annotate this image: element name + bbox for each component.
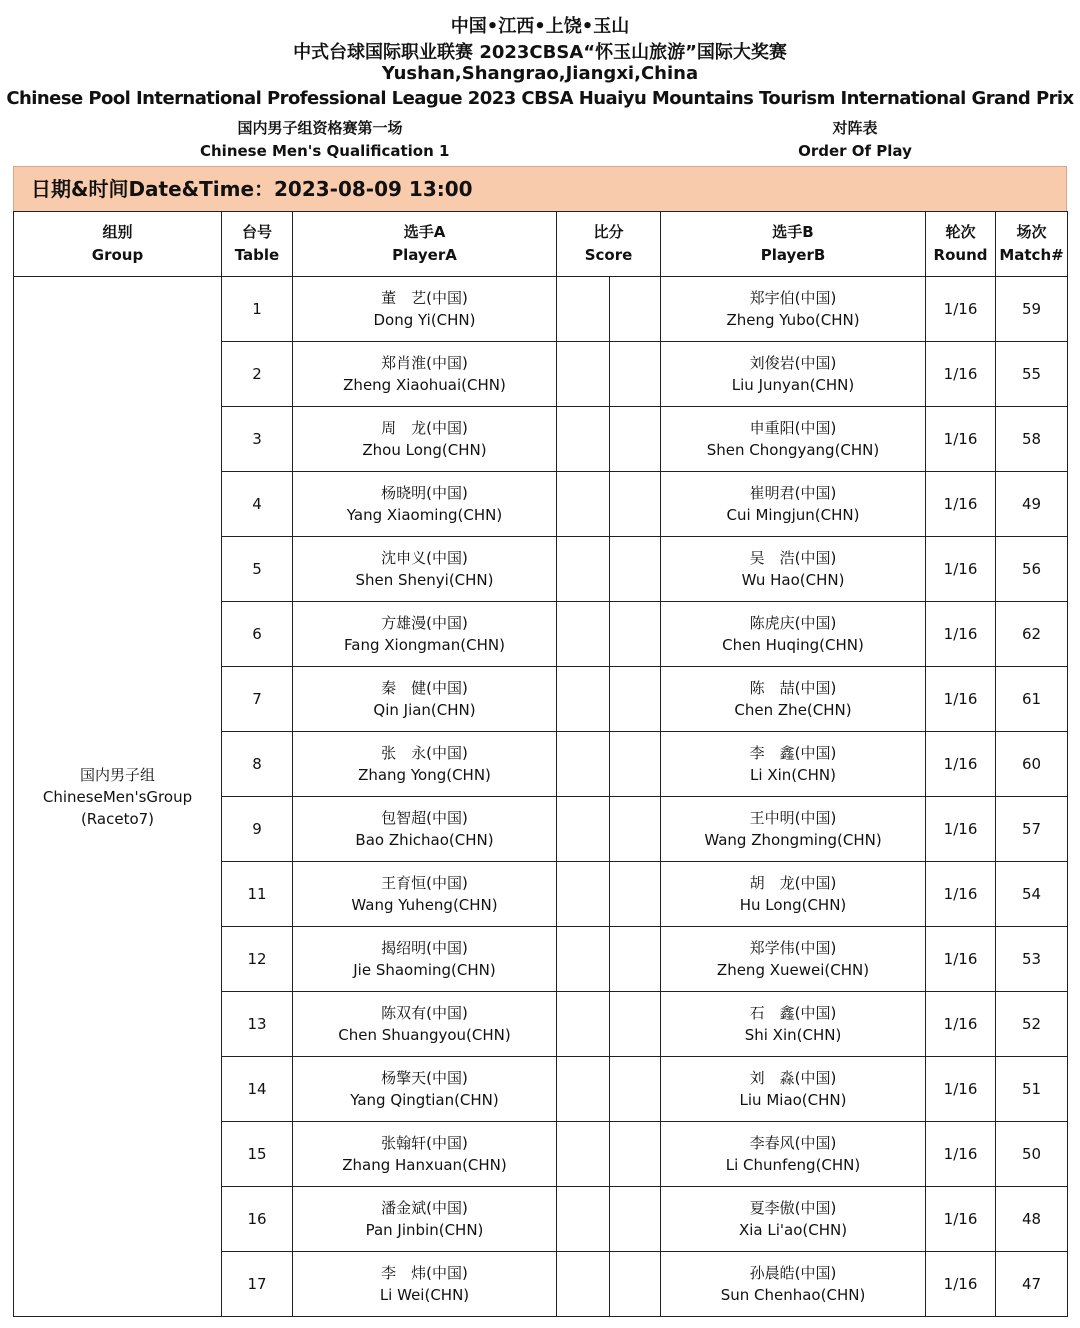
player-b-cell [661, 992, 926, 1057]
player-b-name-en: Shi Xin(CHN) [744, 1026, 842, 1044]
player-b-name-cn: 陈虎庆(中国) [749, 614, 837, 632]
player-a-cell [293, 732, 557, 797]
score-a-cell [557, 667, 610, 732]
player-a-cell [293, 862, 557, 927]
player-b-name-cn: 李春风(中国) [749, 1134, 837, 1152]
player-a-name-en: Jie Shaoming(CHN) [353, 961, 496, 979]
player-a-name-cn: 李 炜(中国) [381, 1264, 468, 1282]
score-b-cell [610, 1057, 661, 1122]
score-b-cell [610, 732, 661, 797]
table-number: 14 [222, 1057, 293, 1122]
score-b-cell [610, 927, 661, 992]
score-a-cell [557, 472, 610, 537]
player-b-name-en: Cui Mingjun(CHN) [726, 506, 860, 524]
player-a-name-cn: 张 永(中国) [381, 744, 468, 762]
match-number: 51 [996, 1057, 1068, 1122]
player-b-name-cn: 夏李傲(中国) [749, 1199, 837, 1217]
player-b-name-cn: 胡 龙(中国) [749, 874, 837, 892]
player-a-name-cn: 王育恒(中国) [381, 874, 468, 892]
player-b-name-en: Sun Chenhao(CHN) [720, 1286, 866, 1304]
player-b-name-en: Li Chunfeng(CHN) [725, 1156, 861, 1174]
score-b-cell [610, 1187, 661, 1252]
score-b-cell [610, 277, 661, 342]
event-location-cn: 中国•江西•上饶•玉山 [450, 16, 630, 37]
date-time-bar: 日期&时间Date&Time：2023-08-09 13:00 [13, 166, 1067, 211]
score-a-cell [557, 992, 610, 1057]
player-b-name-cn: 申重阳(中国) [749, 419, 837, 437]
player-a-name-cn: 潘金斌(中国) [381, 1199, 468, 1217]
table-number: 9 [222, 797, 293, 862]
player-a-cell [293, 472, 557, 537]
player-a-name-en: Dong Yi(CHN) [373, 311, 476, 329]
player-b-cell [661, 1187, 926, 1252]
order-of-play-cn: 对阵表 [832, 119, 878, 137]
player-a-name-en: Pan Jinbin(CHN) [365, 1221, 484, 1239]
table-number: 3 [222, 407, 293, 472]
table-number: 4 [222, 472, 293, 537]
player-b-cell [661, 862, 926, 927]
col-header-player-b: 选手B PlayerB [661, 212, 926, 277]
score-a-cell [557, 342, 610, 407]
player-a-name-cn: 秦 健(中国) [381, 679, 468, 697]
player-a-cell [293, 667, 557, 732]
player-b-cell [661, 927, 926, 992]
player-a-name-en: Fang Xiongman(CHN) [344, 636, 505, 654]
player-a-cell [293, 1252, 557, 1317]
table-number: 13 [222, 992, 293, 1057]
player-b-name-en: Liu Junyan(CHN) [731, 376, 855, 394]
order-of-play-en: Order Of Play [798, 142, 912, 160]
player-b-name-cn: 刘 淼(中国) [749, 1069, 837, 1087]
round-cell: 1/16 [926, 992, 996, 1057]
stage-title-en: Chinese Men's Qualification 1 [200, 142, 450, 160]
score-b-cell [610, 342, 661, 407]
player-b-name-cn: 刘俊岩(中国) [749, 354, 837, 372]
score-b-cell [610, 537, 661, 602]
player-a-cell [293, 342, 557, 407]
player-a-name-en: Zhang Yong(CHN) [358, 766, 491, 784]
table-number: 8 [222, 732, 293, 797]
match-number: 59 [996, 277, 1068, 342]
score-b-cell [610, 667, 661, 732]
player-a-cell [293, 1057, 557, 1122]
player-b-name-en: Zheng Xuewei(CHN) [716, 961, 870, 979]
player-b-name-en: Shen Chongyang(CHN) [706, 441, 880, 459]
score-a-cell [557, 797, 610, 862]
player-b-name-cn: 崔明君(中国) [749, 484, 837, 502]
player-b-name-en: Wang Zhongming(CHN) [704, 831, 882, 849]
player-b-name-en: Li Xin(CHN) [750, 766, 836, 784]
table-header-row [14, 212, 1068, 277]
group-name-en: ChineseMen'sGroup [42, 787, 193, 806]
player-a-name-en: Zhang Hanxuan(CHN) [342, 1156, 507, 1174]
table-number: 1 [222, 277, 293, 342]
score-a-cell [557, 1252, 610, 1317]
player-a-name-cn: 包智超(中国) [381, 809, 468, 827]
player-a-name-cn: 张翰轩(中国) [381, 1134, 468, 1152]
round-cell: 1/16 [926, 732, 996, 797]
player-a-name-cn: 董 艺(中国) [381, 289, 468, 307]
score-a-cell [557, 732, 610, 797]
player-b-name-en: Chen Zhe(CHN) [734, 701, 852, 719]
score-a-cell [557, 1122, 610, 1187]
player-a-name-cn: 沈申义(中国) [381, 549, 468, 567]
player-b-cell [661, 602, 926, 667]
match-number: 52 [996, 992, 1068, 1057]
col-header-table: 台号 Table [222, 212, 293, 277]
player-b-name-en: Zheng Yubo(CHN) [726, 311, 860, 329]
player-b-cell [661, 667, 926, 732]
player-a-cell [293, 797, 557, 862]
player-b-cell [661, 277, 926, 342]
player-a-name-cn: 揭绍明(中国) [381, 939, 468, 957]
score-a-cell [557, 1187, 610, 1252]
score-a-cell [557, 277, 610, 342]
player-b-cell [661, 537, 926, 602]
match-number: 50 [996, 1122, 1068, 1187]
table-number: 16 [222, 1187, 293, 1252]
player-a-cell [293, 992, 557, 1057]
round-cell: 1/16 [926, 1122, 996, 1187]
match-number: 54 [996, 862, 1068, 927]
event-title-en: Chinese Pool International Professional League 2023 CBSA Huaiyu Mountains Tourism International Grand Prix [6, 88, 1074, 109]
player-a-cell [293, 602, 557, 667]
player-a-name-en: Li Wei(CHN) [379, 1286, 470, 1304]
col-header-group: 组别 Group [14, 212, 222, 277]
player-a-cell [293, 407, 557, 472]
event-location-en: Yushan,Shangrao,Jiangxi,China [381, 63, 699, 84]
player-b-cell [661, 1057, 926, 1122]
round-cell: 1/16 [926, 797, 996, 862]
round-cell: 1/16 [926, 342, 996, 407]
player-a-name-en: Chen Shuangyou(CHN) [338, 1026, 511, 1044]
player-a-name-cn: 陈双有(中国) [381, 1004, 468, 1022]
col-header-player-a: 选手A PlayerA [293, 212, 557, 277]
group-cell [14, 277, 222, 1317]
player-a-name-en: Zheng Xiaohuai(CHN) [343, 376, 506, 394]
player-a-cell [293, 927, 557, 992]
table-number: 7 [222, 667, 293, 732]
player-a-name-en: Zhou Long(CHN) [362, 441, 487, 459]
match-number: 60 [996, 732, 1068, 797]
player-b-name-en: Xia Li'ao(CHN) [738, 1221, 848, 1239]
player-a-cell [293, 1187, 557, 1252]
player-b-name-en: Chen Huqing(CHN) [722, 636, 864, 654]
score-b-cell [610, 1252, 661, 1317]
score-b-cell [610, 992, 661, 1057]
player-b-name-en: Wu Hao(CHN) [741, 571, 845, 589]
score-b-cell [610, 862, 661, 927]
player-b-name-cn: 郑宇伯(中国) [749, 289, 837, 307]
order-of-play-table [13, 211, 1068, 1317]
round-cell: 1/16 [926, 1057, 996, 1122]
table-number: 5 [222, 537, 293, 602]
score-b-cell [610, 602, 661, 667]
match-number: 53 [996, 927, 1068, 992]
score-a-cell [557, 927, 610, 992]
player-b-name-en: Hu Long(CHN) [739, 896, 847, 914]
table-number: 11 [222, 862, 293, 927]
player-a-name-cn: 郑肖淮(中国) [381, 354, 468, 372]
player-b-cell [661, 472, 926, 537]
match-number: 57 [996, 797, 1068, 862]
score-b-cell [610, 407, 661, 472]
match-number: 48 [996, 1187, 1068, 1252]
score-a-cell [557, 602, 610, 667]
player-b-cell [661, 342, 926, 407]
score-b-cell [610, 797, 661, 862]
player-b-name-cn: 郑学伟(中国) [749, 939, 837, 957]
player-a-cell [293, 537, 557, 602]
player-a-name-en: Wang Yuheng(CHN) [351, 896, 498, 914]
player-a-name-cn: 方雄漫(中国) [381, 614, 468, 632]
round-cell: 1/16 [926, 472, 996, 537]
round-cell: 1/16 [926, 277, 996, 342]
match-number: 62 [996, 602, 1068, 667]
player-a-name-cn: 杨晓明(中国) [381, 484, 468, 502]
group-race: (Raceto7) [80, 809, 155, 828]
score-b-cell [610, 1122, 661, 1187]
match-number: 55 [996, 342, 1068, 407]
match-number: 61 [996, 667, 1068, 732]
player-a-name-en: Yang Xiaoming(CHN) [346, 506, 503, 524]
score-a-cell [557, 537, 610, 602]
group-name-cn: 国内男子组 [79, 765, 155, 784]
player-b-cell [661, 732, 926, 797]
player-b-cell [661, 1252, 926, 1317]
score-a-cell [557, 1057, 610, 1122]
score-a-cell [557, 407, 610, 472]
match-number: 56 [996, 537, 1068, 602]
player-b-name-cn: 孙晨皓(中国) [749, 1264, 837, 1282]
table-row [14, 277, 1068, 342]
match-number: 58 [996, 407, 1068, 472]
round-cell: 1/16 [926, 407, 996, 472]
player-b-name-en: Liu Miao(CHN) [739, 1091, 847, 1109]
player-a-name-en: Qin Jian(CHN) [373, 701, 476, 719]
score-b-cell [610, 472, 661, 537]
player-b-name-cn: 陈 喆(中国) [749, 679, 837, 697]
player-a-cell [293, 277, 557, 342]
round-cell: 1/16 [926, 537, 996, 602]
player-b-name-cn: 王中明(中国) [749, 809, 837, 827]
round-cell: 1/16 [926, 1187, 996, 1252]
player-a-name-en: Bao Zhichao(CHN) [355, 831, 494, 849]
player-b-name-cn: 石 鑫(中国) [749, 1004, 837, 1022]
player-b-name-cn: 吴 浩(中国) [749, 549, 837, 567]
player-b-name-cn: 李 鑫(中国) [749, 744, 837, 762]
player-a-cell [293, 1122, 557, 1187]
col-header-match: 场次 Match# [996, 212, 1068, 277]
player-b-cell [661, 1122, 926, 1187]
player-a-name-en: Shen Shenyi(CHN) [355, 571, 494, 589]
table-number: 6 [222, 602, 293, 667]
table-number: 12 [222, 927, 293, 992]
stage-title-cn: 国内男子组资格赛第一场 [237, 119, 403, 137]
round-cell: 1/16 [926, 927, 996, 992]
table-number: 15 [222, 1122, 293, 1187]
round-cell: 1/16 [926, 862, 996, 927]
round-cell: 1/16 [926, 667, 996, 732]
player-a-name-en: Yang Qingtian(CHN) [350, 1091, 499, 1109]
player-a-name-cn: 周 龙(中国) [381, 419, 468, 437]
match-number: 49 [996, 472, 1068, 537]
score-a-cell [557, 862, 610, 927]
table-number: 2 [222, 342, 293, 407]
col-header-round: 轮次 Round [926, 212, 996, 277]
player-a-name-cn: 杨擎天(中国) [381, 1069, 468, 1087]
event-title-cn: 中式台球国际职业联赛 2023CBSA“怀玉山旅游”国际大奖赛 [293, 42, 787, 63]
match-number: 47 [996, 1252, 1068, 1317]
round-cell: 1/16 [926, 1252, 996, 1317]
player-b-cell [661, 407, 926, 472]
col-header-score: 比分 Score [557, 212, 661, 277]
round-cell: 1/16 [926, 602, 996, 667]
table-number: 17 [222, 1252, 293, 1317]
player-b-cell [661, 797, 926, 862]
